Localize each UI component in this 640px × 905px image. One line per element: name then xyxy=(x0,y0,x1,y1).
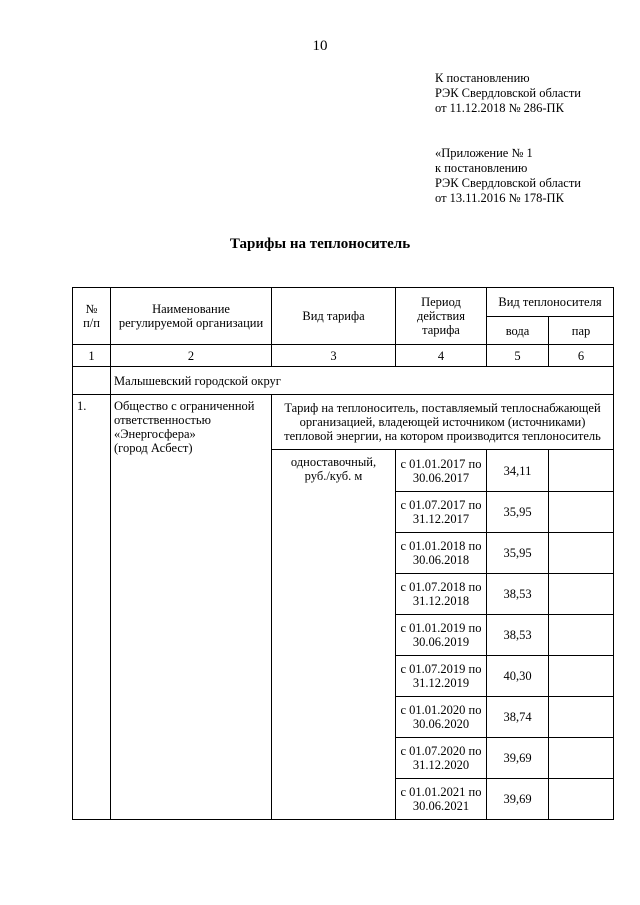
approval-line: РЭК Свердловской области xyxy=(435,86,581,100)
col-number: 3 xyxy=(272,345,396,367)
water-tariff: 38,53 xyxy=(487,615,549,656)
header-organization: Наименование регулируемой организации xyxy=(111,288,272,345)
col-number: 2 xyxy=(111,345,272,367)
header-tariff-kind: Вид тарифа xyxy=(272,288,396,345)
header-carrier: Вид теплоносителя xyxy=(487,288,614,317)
steam-tariff xyxy=(549,779,614,820)
appendix-line: к постановлению xyxy=(435,161,528,175)
appendix-line: РЭК Свердловской области xyxy=(435,176,581,190)
water-tariff: 35,95 xyxy=(487,533,549,574)
period-cell: с 01.07.2019 по 31.12.2019 xyxy=(396,656,487,697)
steam-tariff xyxy=(549,656,614,697)
period-cell: с 01.07.2018 по 31.12.2018 xyxy=(396,574,487,615)
row-number: 1. xyxy=(73,395,111,820)
water-tariff: 34,11 xyxy=(487,450,549,492)
period-cell: с 01.01.2017 по 30.06.2017 xyxy=(396,450,487,492)
section-title: Малышевский городской округ xyxy=(111,367,614,395)
period-cell: с 01.01.2021 по 30.06.2021 xyxy=(396,779,487,820)
col-number: 4 xyxy=(396,345,487,367)
period-cell: с 01.07.2020 по 31.12.2020 xyxy=(396,738,487,779)
period-cell: с 01.01.2018 по 30.06.2018 xyxy=(396,533,487,574)
organization-name: Общество с ограниченной ответственностью «Энергосфера» (город Асбест) xyxy=(111,395,272,820)
steam-tariff xyxy=(549,615,614,656)
header-water: вода xyxy=(487,317,549,345)
water-tariff: 39,69 xyxy=(487,779,549,820)
water-tariff: 40,30 xyxy=(487,656,549,697)
header-number: № п/п xyxy=(73,288,111,345)
appendix-reference xyxy=(435,146,581,206)
approval-reference xyxy=(435,71,581,116)
water-tariff: 35,95 xyxy=(487,492,549,533)
document-title: Тарифы на теплоноситель xyxy=(229,236,411,252)
appendix-line: «Приложение № 1 xyxy=(435,146,533,160)
page-number: 10 xyxy=(312,38,328,54)
header-steam: пар xyxy=(549,317,614,345)
col-number: 5 xyxy=(487,345,549,367)
steam-tariff xyxy=(549,450,614,492)
water-tariff: 38,74 xyxy=(487,697,549,738)
water-tariff: 38,53 xyxy=(487,574,549,615)
column-numbers-row xyxy=(73,345,614,367)
appendix-line: от 13.11.2016 № 178-ПК xyxy=(435,191,564,205)
header-period: Период действия тарифа xyxy=(396,288,487,345)
approval-line: от 11.12.2018 № 286-ПК xyxy=(435,101,564,115)
col-number: 6 xyxy=(549,345,614,367)
steam-tariff xyxy=(549,533,614,574)
steam-tariff xyxy=(549,492,614,533)
tariff-table xyxy=(72,287,614,820)
col-number: 1 xyxy=(73,345,111,367)
approval-line: К постановлению xyxy=(435,71,530,85)
period-cell: с 01.01.2019 по 30.06.2019 xyxy=(396,615,487,656)
tariff-description: Тариф на теплоноситель, поставляемый теплоснабжающей организацией, владеющей источником (источниками) тепловой энергии, на котором производится теплоноситель xyxy=(272,395,614,450)
section-row xyxy=(73,367,614,395)
steam-tariff xyxy=(549,697,614,738)
steam-tariff xyxy=(549,574,614,615)
period-cell: с 01.01.2020 по 30.06.2020 xyxy=(396,697,487,738)
period-cell: с 01.07.2017 по 31.12.2017 xyxy=(396,492,487,533)
water-tariff: 39,69 xyxy=(487,738,549,779)
steam-tariff xyxy=(549,738,614,779)
tariff-kind: одноставочный, руб./куб. м xyxy=(272,450,396,820)
